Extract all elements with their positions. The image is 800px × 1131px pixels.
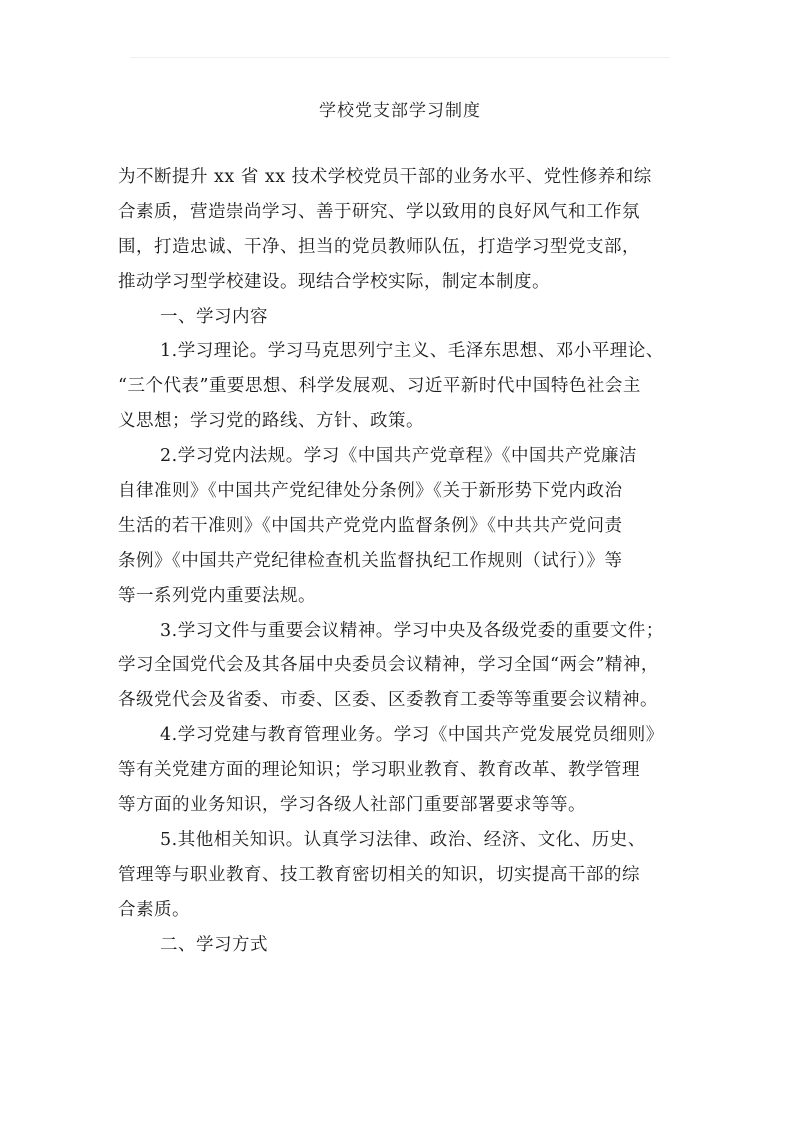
text-line: 5.其他相关知识。认真学习法律、政治、经济、文化、历史、 <box>160 829 646 850</box>
text-line: 4.学习党建与教育管理业务。学习《中国共产党发展党员细则》 <box>160 725 664 746</box>
text-line: 合素质，营造崇尚学习、善于研究、学以致用的良好风气和工作氛 <box>118 201 640 222</box>
text-line: 等有关党建方面的理论知识；学习职业教育、教育改革、教学管理 <box>118 760 640 781</box>
text-line: 自律准则》《中国共产党纪律处分条例》《关于新形势下党内政治 <box>118 481 623 502</box>
text-line: 为不断提升 xx 省 xx 技术学校党员干部的业务水平、党性修养和综 <box>118 167 652 187</box>
text-line: 各级党代会及省委、市委、区委、区委教育工委等等重要会议精神。 <box>118 690 658 711</box>
text-line: 等方面的业务知识，学习各级人社部门重要部署要求等等。 <box>118 795 586 816</box>
text-line: 管理等与职业教育、技工教育密切相关的知识，切实提高干部的综 <box>118 864 640 885</box>
document-body <box>118 160 698 962</box>
text-line: “三个代表”重要思想、科学发展观、习近平新时代中国特色社会主 <box>118 376 641 397</box>
text-line: 二、学习方式 <box>160 934 268 955</box>
text-line: 一、学习内容 <box>160 306 268 327</box>
text-line: 生活的若干准则》《中国共产党党内监督条例》《中共共产党问责 <box>118 515 623 536</box>
text-line: 1.学习理论。学习马克思列宁主义、毛泽东思想、邓小平理论、 <box>160 341 664 362</box>
text-line: 学习全国党代会及其各届中央委员会议精神，学习全国“两会”精神， <box>118 655 659 676</box>
text-line: 等一系列党内重要法规。 <box>118 585 316 606</box>
text-line: 推动学习型学校建设。现结合学校实际，制定本制度。 <box>118 271 550 292</box>
text-line: 义思想；学习党的路线、方针、政策。 <box>118 411 424 432</box>
text-line: 合素质。 <box>118 899 190 920</box>
text-line: 2.学习党内法规。学习《中国共产党章程》《中国共产党廉洁 <box>160 446 637 467</box>
text-line: 3.学习文件与重要会议精神。学习中央及各级党委的重要文件； <box>160 620 664 641</box>
text-line: 条例》《中国共产党纪律检查机关监督执纪工作规则（试行）》等 <box>118 550 623 571</box>
text-line: 围，打造忠诚、干净、担当的党员教师队伍，打造学习型党支部， <box>118 236 640 257</box>
header-divider <box>130 57 670 58</box>
document-title: 学校党支部学习制度 <box>319 101 481 121</box>
